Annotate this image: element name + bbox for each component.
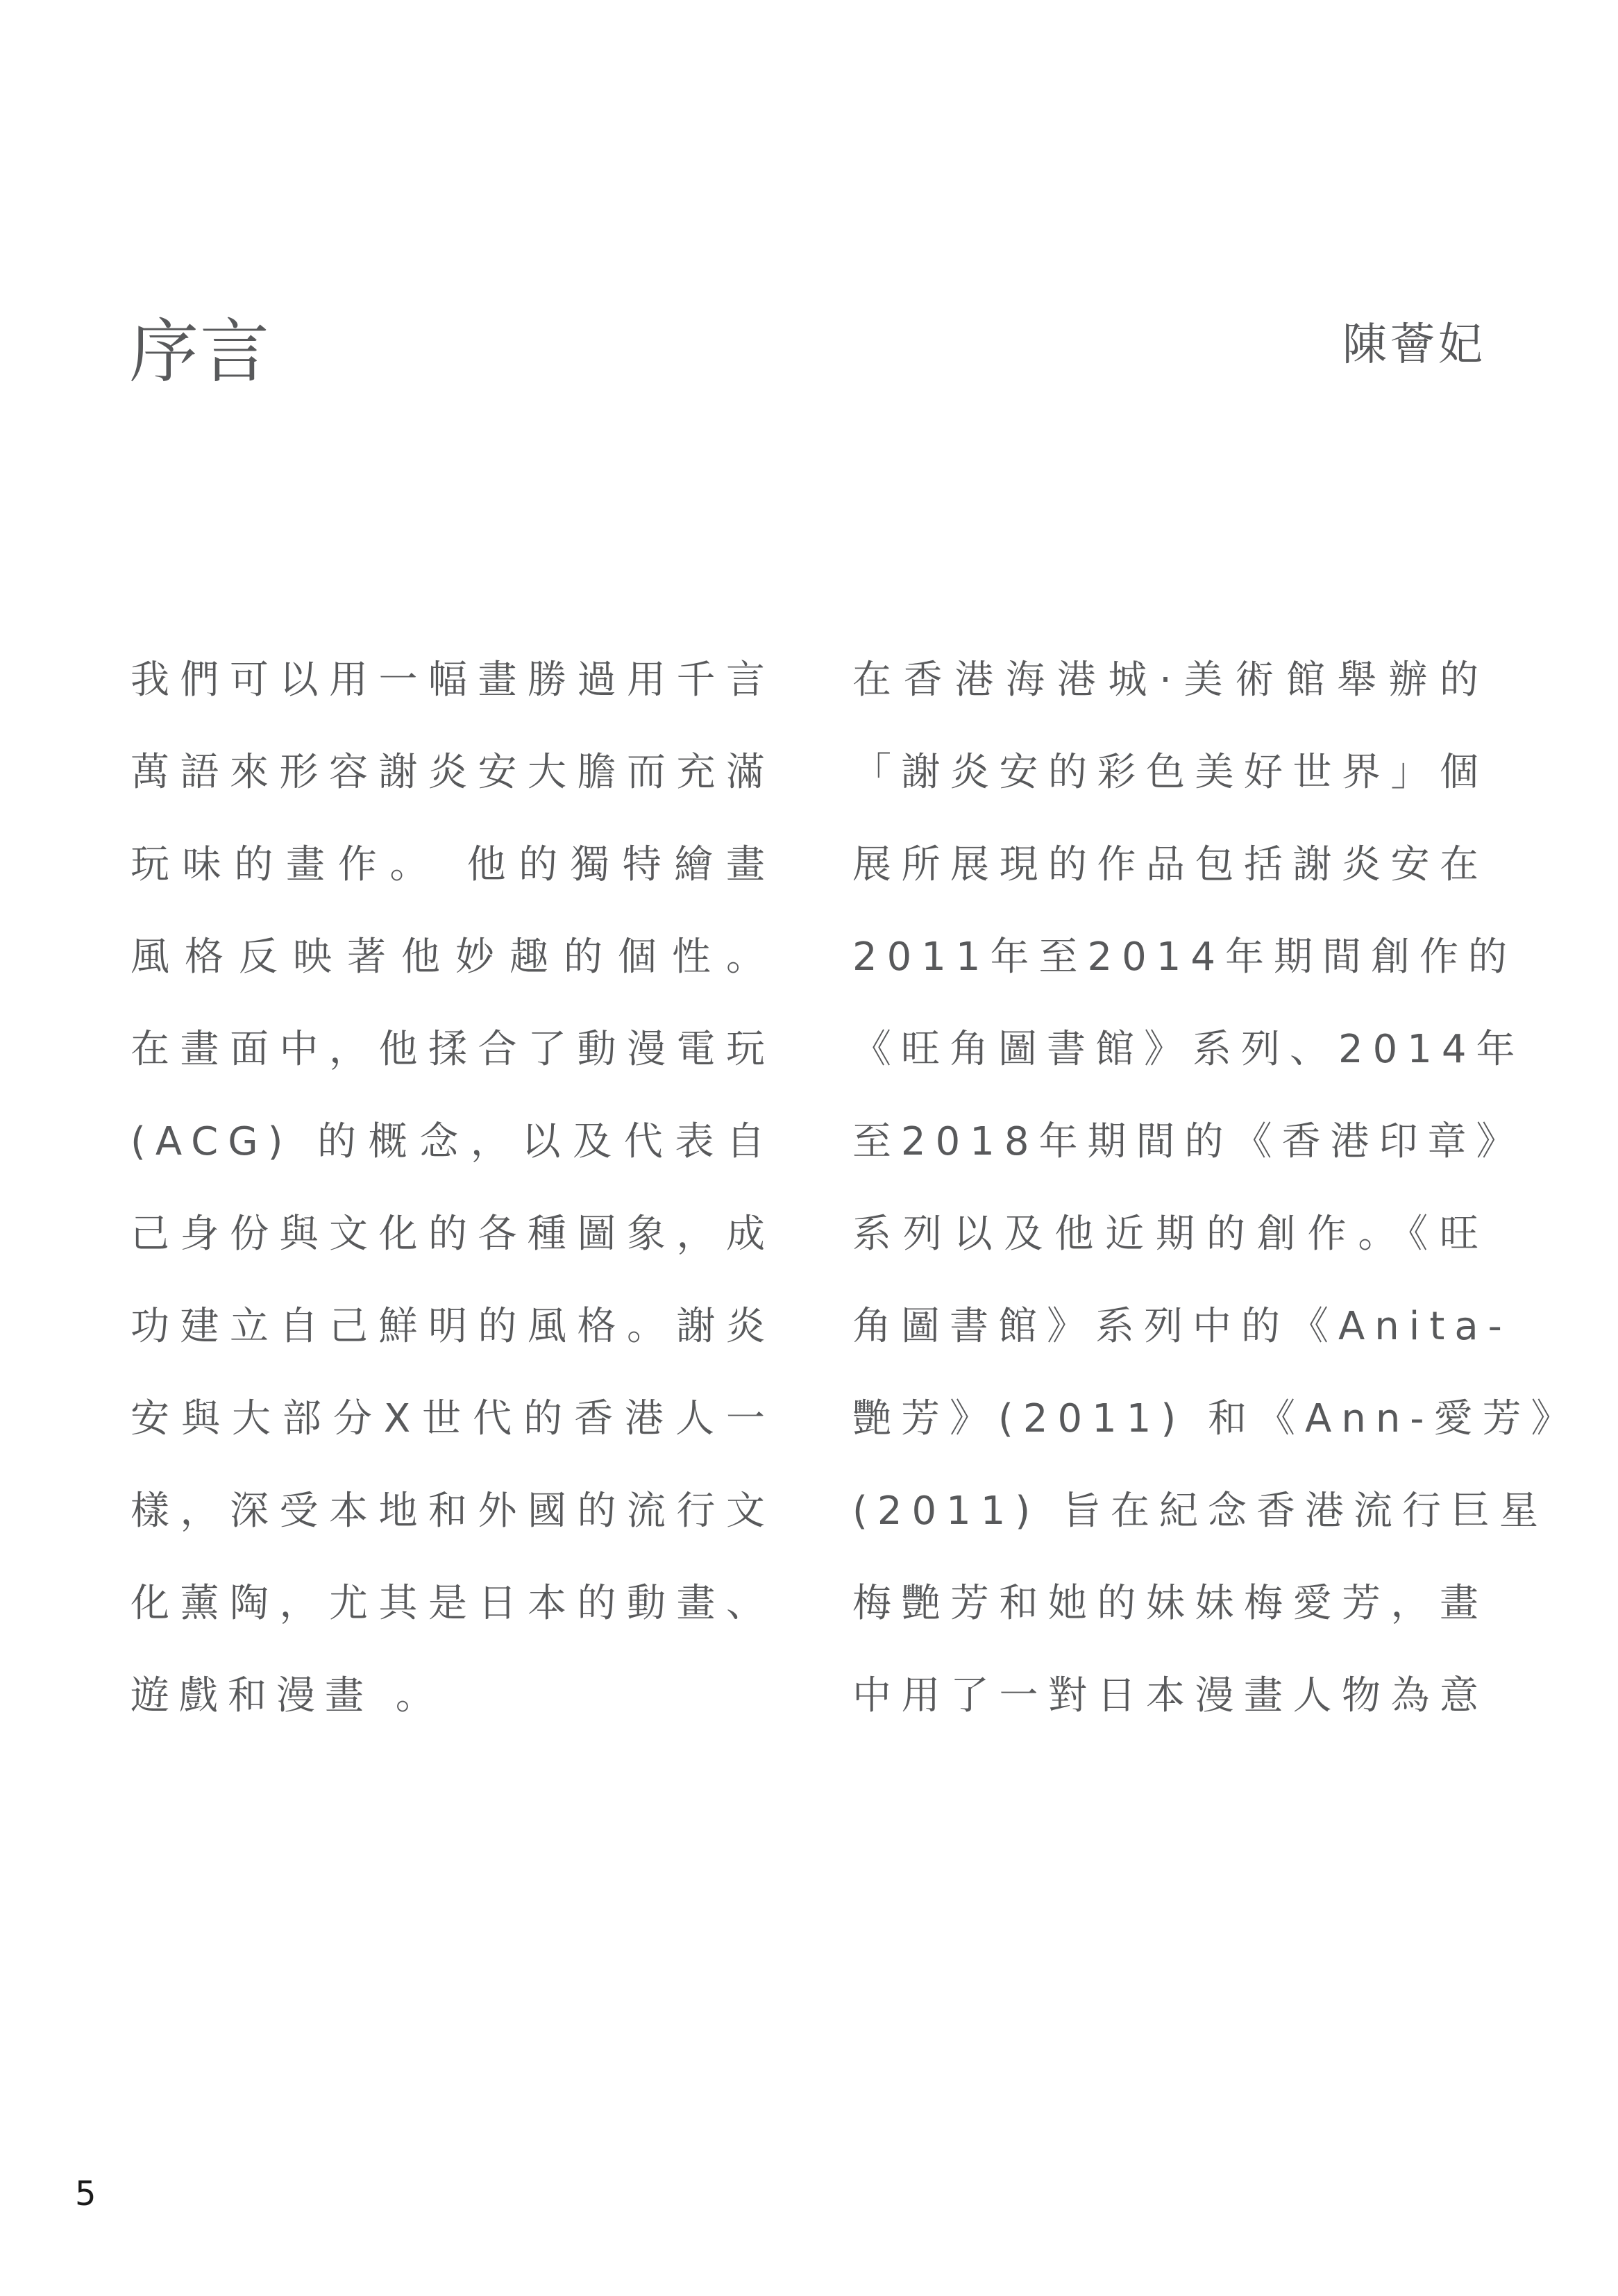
text-line: 艷芳》(2011) 和《Ann-愛芳》 (852, 1396, 1580, 1441)
text-line: 遊戲和漫畫 。 (130, 1673, 444, 1718)
text-line: (ACG) 的概念，以及代表自 (130, 1119, 775, 1164)
text-line: 展所展現的作品包括謝炎安在 (852, 842, 1488, 887)
left-column (130, 634, 775, 1742)
text-line: 在香港海港城·美術館舉辦的 (852, 657, 1488, 703)
text-line: 中用了一對日本漫畫人物為意 (852, 1673, 1488, 1718)
text-line: 萬語來形容謝炎安大膽而充滿 (130, 750, 775, 795)
text-line: 系列以及他近期的創作。《旺 (852, 1212, 1488, 1257)
text-line: 我們可以用一幅畫勝過用千言 (130, 657, 775, 703)
page-title: 序言 (129, 311, 271, 392)
text-line: 玩味的畫作。 他的獨特繪畫 (130, 842, 775, 887)
text-line: 至2018年期間的《香港印章》 (852, 1119, 1525, 1164)
text-line: 梅艷芳和她的妹妹梅愛芳，畫 (852, 1581, 1488, 1626)
text-line: 己身份與文化的各種圖象，成 (130, 1212, 775, 1257)
text-line: 「謝炎安的彩色美好世界」個 (852, 750, 1488, 795)
text-line: (2011) 旨在紀念香港流行巨星 (852, 1489, 1549, 1534)
text-line: 化薰陶，尤其是日本的動畫、 (130, 1581, 775, 1626)
page-number: 5 (75, 2175, 96, 2213)
text-line: 功建立自己鮮明的風格。謝炎 (130, 1304, 775, 1349)
text-line: 風格反映著他妙趣的個性。 (130, 935, 775, 980)
text-line: 《旺角圖書館》系列、2014年 (852, 1027, 1525, 1072)
text-line: 在畫面中，他揉合了動漫電玩 (130, 1027, 775, 1072)
right-column (852, 634, 1580, 1742)
text-line: 2011年至2014年期間創作的 (852, 935, 1517, 980)
text-line: 樣，深受本地和外國的流行文 (130, 1489, 775, 1534)
text-line: 角圖書館》系列中的《Anita- (852, 1304, 1512, 1349)
author-name: 陳薈妃 (1342, 319, 1486, 371)
text-line: 安與大部分X世代的香港人一 (130, 1396, 775, 1441)
